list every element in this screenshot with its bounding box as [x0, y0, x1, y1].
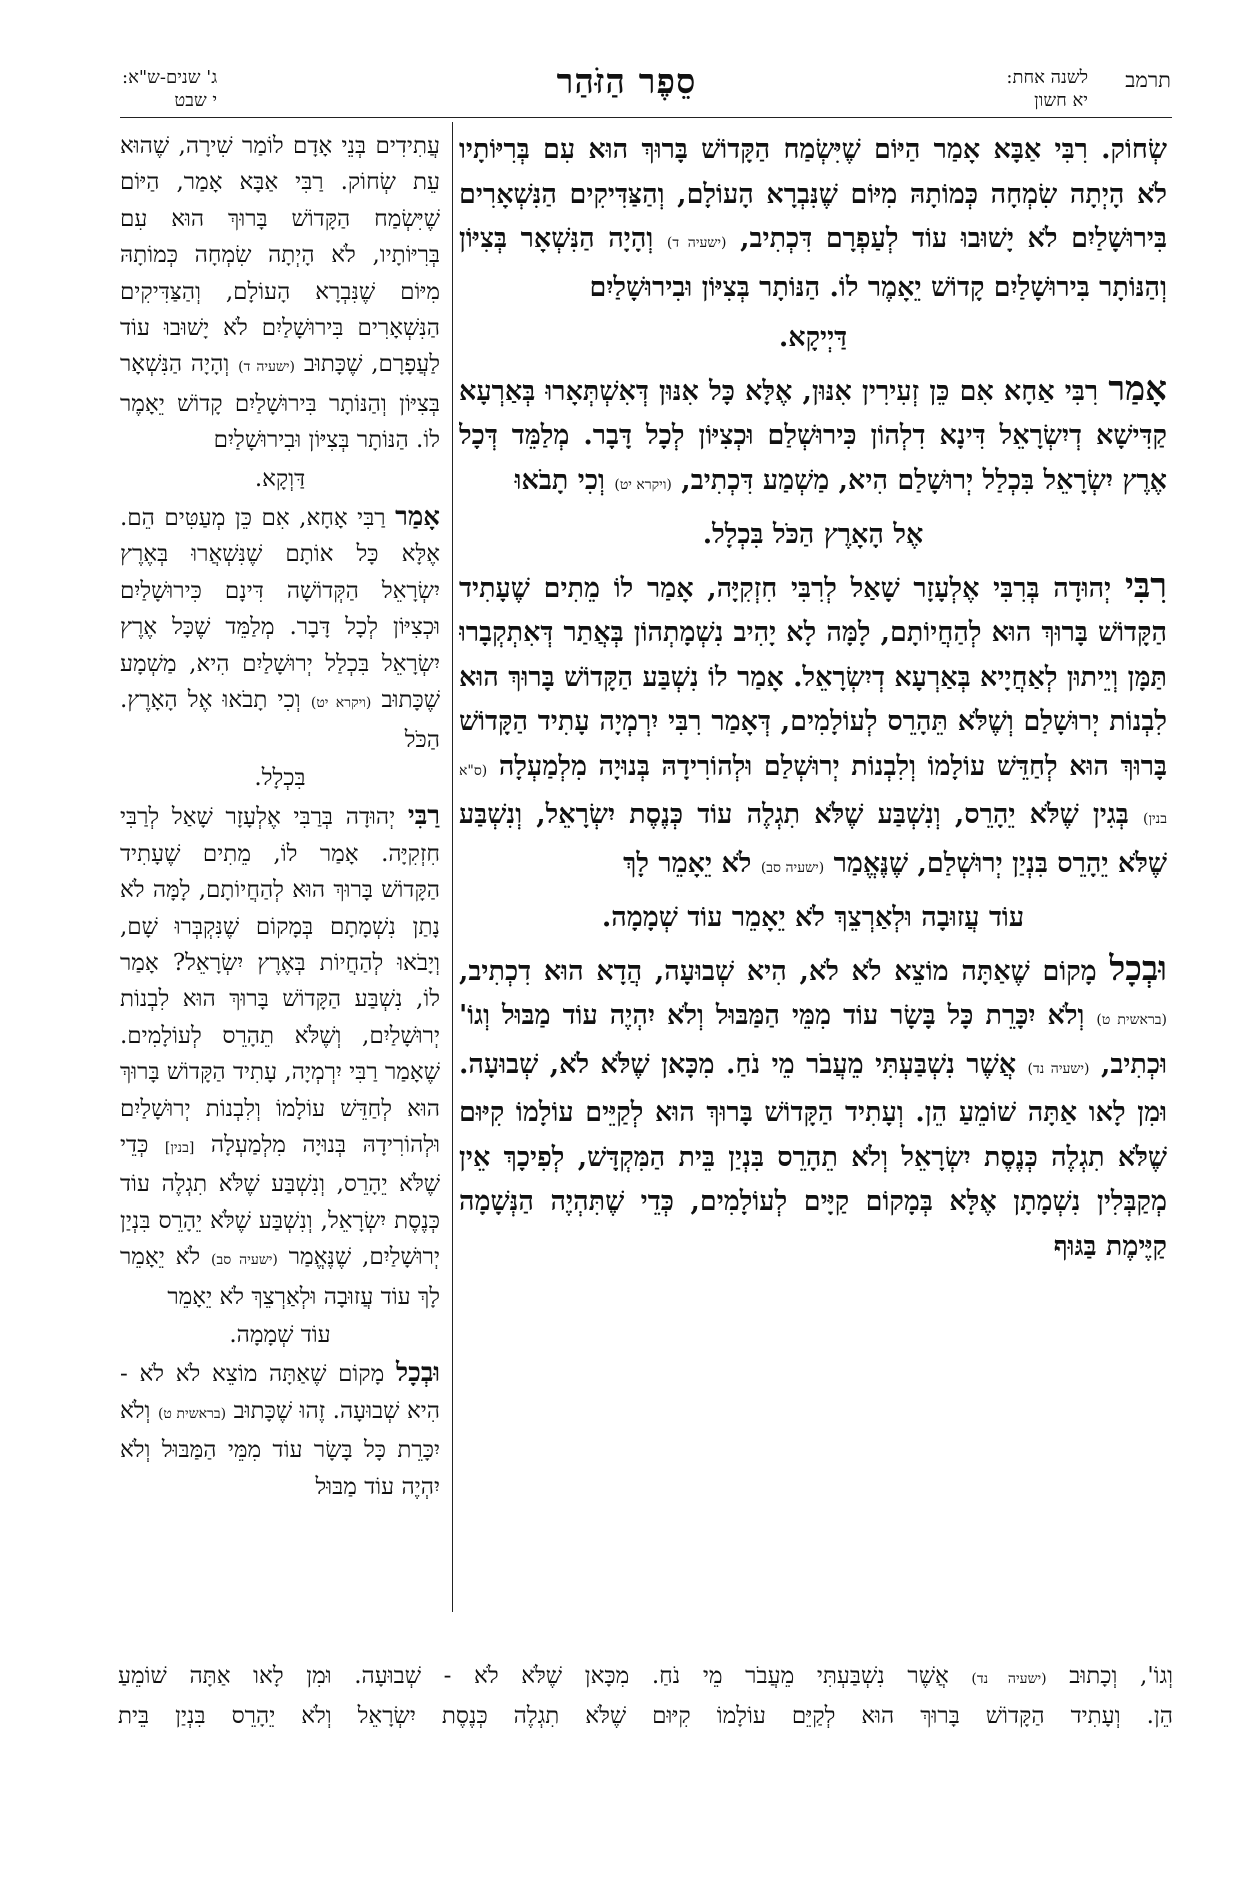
- verse-reference: [בנין]: [164, 1139, 195, 1156]
- verse-reference: (ישעיה ד): [238, 359, 296, 376]
- verse-reference: (ישעיה נד): [971, 1671, 1047, 1687]
- side-paragraph-3: רַבִּי יְהוּדָה בְּרַבִּי אֶלְעָזָר שָׁאַל לְרַבִּי חִזְקִיָּה. אָמַר לוֹ, מֵתִים שֶׁעָתִיד הַקָּדוֹשׁ בָּרוּךְ הוּא לְהַחֲיוֹתָם, לָמָּה לֹא נָתַן נִשְׁמָתָם בְּמָקוֹם שֶׁנִּקְבְּרוּ שָׁם, וְיָבֹאוּ לְהַחֲיוֹת בְּאֶרֶץ יִשְׂרָאֵל? אָמַר לוֹ, נִשְׁבַּע הַקָּדוֹשׁ בָּרוּךְ הוּא לִבְנוֹת יְרוּשָׁלַיִם, וְשֶׁלֹּא תֵהָרֵס לְעוֹלָמִים. שֶׁאָמַר רַבִּי יִרְמְיָה, עָתִיד הַקָּדוֹשׁ בָּרוּךְ הוּא לְחַדֵּשׁ עוֹלָמוֹ וְלִבְנוֹת יְרוּשָׁלַיִם וּלְהוֹרִידָהּ בְּנוּיָה מִלְמַעְלָה [בנין] כְּדֵי שֶׁלֹּא יֵהָרֵס, וְנִשְׁבַּע שֶׁלֹּא תִגְלֶה עוֹד כְּנֶסֶת יִשְׂרָאֵל, וְנִשְׁבַּע שֶׁלֹּא יֵהָרֵס בִּנְיַן יְרוּשָׁלַיִם, שֶׁנֶּאֱמַר (ישעיה סב) לֹא יֵאָמֵר לָךְ עוֹד עֲזוּבָה וּלְאַרְצֵךְ לֹא יֵאָמֵר: [120, 801, 440, 1310]
- main-paragraph-4: וּבְכָל מָקוֹם שֶׁאַתָּה מוֹצֵא לֹא לֹא, הִיא שְׁבוּעָה, הֲדָא הוּא דִכְתִיב, (בראשית ט) וְלֹא יִכָּרֵת כָּל בָּשָׂר עוֹד מִמֵּי הַמַּבּוּל וְלֹא יִהְיֶה עוֹד מַבּוּל וְגוֹ' וּכְתִיב, (ישעיה נד) אֲשֶׁר נִשְׁבַּעְתִּי מֵעֲבֹר מֵי נֹחַ. מִכָּאן שֶׁלֹּא לֹא, שְׁבוּעָה. וּמִן לָאו אַתָּה שׁוֹמֵעַ הֵן. וְעָתִיד הַקָּדוֹשׁ בָּרוּךְ הוּא לְקַיֵּים עוֹלָמוֹ קִיּוּם שֶׁלֹּא תִגְלֶה כְּנֶסֶת יִשְׂרָאֵל וְלֹא תֵהָרֵס בִּנְיַן בֵּית הַמִּקְדָּשׁ, לְפִיכָךְ אֵין מְקַבְּלִין נִשְׁמָתָן אֶלָּא בְּמָקוֹם קַיָּים לְעוֹלָמִים, כְּדֵי שֶׁתִּהְיֶה הַנְּשָׁמָה קַיֶּימֶת בַּגּוּף: [459, 948, 1167, 1262]
- page-title: סֵפֶר הַזֹּהַר: [556, 62, 697, 102]
- verse-reference: (בראשית ט): [1096, 1012, 1167, 1028]
- opening-word: אָמַר: [395, 502, 440, 533]
- main-paragraph-3: רִבִּי יְהוּדָה בְּרִבִּי אֶלְעָזָר שָׁאַל לְרִבִּי חִזְקִיָּה, אָמַר לוֹ מֵתִים שֶׁעָתִיד הַקָּדוֹשׁ בָּרוּךְ הוּא לְהַחֲיוֹתָם, לָמָּה לָא יָהִיב נִשְׁמָתְהוֹן בְּאֲתַר דְּאִתְקְבָרוּ תַּמָּן וְיֵיתוּן לְאַחֲיָיא בְּאַרְעָא דְיִשְׂרָאֵל. אָמַר לוֹ נִשְׁבַּע הַקָּדוֹשׁ בָּרוּךְ הוּא לִבְנוֹת יְרוּשָׁלַם וְשֶׁלֹּא תֵּהָרֵס לְעוֹלָמִים, דְּאָמַר רִבִּי יִרְמְיָה עָתִיד הַקָּדוֹשׁ בָּרוּךְ הוּא לְחַדֵּשׁ עוֹלָמוֹ וְלִבְנוֹת יְרוּשְׁלַם וּלְהוֹרִידָהּ בְּנוּיָה מִלְמַעְלָה (ס"א בנין) בְּגִין שֶׁלֹּא יֵהָרֵס, וְנִשְׁבַּע שֶׁלֹּא תִגְלֶה עוֹד כְּנֶסֶת יִשְׂרָאֵל, וְנִשְׁבַּע שֶׁלֹּא יֵהָרֵס בִּנְיַן יְרוּשְׁלַם, שֶׁנֶּאֱמַר (ישעיה סב) לֹא יֵאָמֵר לָךְ: [459, 565, 1167, 879]
- main-paragraph-1-end: דַּיְיקָא.: [778, 322, 848, 353]
- column-divider: [452, 122, 453, 1612]
- schedule-three-years-date: י שבט: [174, 90, 218, 111]
- main-text-column: [459, 128, 1167, 1608]
- main-paragraph-3-end: עוֹד עֲזוּבָה וּלְאַרְצֵךְ לֹא יֵאָמֵר עוֹד שְׁמָמָה.: [601, 902, 1025, 933]
- verse-reference: (ויקרא יט): [614, 476, 672, 493]
- verse-reference: (ויקרא יט): [310, 695, 372, 712]
- schedule-one-year-date: יא חשון: [1034, 90, 1088, 111]
- page-number: תרמב: [1125, 68, 1171, 92]
- opening-word: רִבִּי: [1124, 565, 1167, 606]
- schedule-three-years: [122, 66, 217, 112]
- page-header: [0, 62, 1253, 122]
- header-rule: [120, 117, 1172, 118]
- opening-word: וּבְכָל: [1109, 948, 1167, 989]
- verse-reference: (ישעיה ד): [666, 235, 727, 251]
- translation-column: [120, 128, 440, 1618]
- side-paragraph-2: אָמַר רַבִּי אָחָא, אִם כֵּן מְעַטִּים הֵם. אֶלָּא כָּל אוֹתָם שֶׁנִּשְׁאֲרוּ בְּאֶרֶץ יִשְׂרָאֵל הַקְּדוֹשָׁה דִּינָם כִּירוּשָׁלַיִם וּכְצִיּוֹן לְכָל דָּבָר. מְלַמֵּד שֶׁכָּל אֶרֶץ יִשְׂרָאֵל בִּכְלַל יְרוּשָׁלַיִם הִיא, מַשְׁמָע שֶׁכָּתוּב (ויקרא יט) וְכִי תָבֹאוּ אֶל הָאָרֶץ. הַכֹּל: [120, 502, 440, 753]
- main-paragraph-1: שְׂחוֹק. רִבִּי אַבָּא אָמַר הַיּוֹם שֶׁיִּשְׂמַח הַקָּדוֹשׁ בָּרוּךְ הוּא עִם בְּרִיּוֹתָיו לֹא הָיְתָה שִׂמְחָה כְּמוֹתָהּ מִיּוֹם שֶׁנִּבְרָא הָעוֹלָם, וְהַצַּדִּיקִים הַנִּשְׁאָרִים בִּירוּשָׁלַיִם לֹא יָשׁוּבוּ עוֹד לְעַפְרָם דִּכְתִיב, (ישעיה ד) וְהָיָה הַנִּשְׁאָר בְּצִיּוֹן וְהַנּוֹתָר בִּירוּשָׁלַיִם קָדוֹשׁ יֵאָמֶר לוֹ. הַנּוֹתָר בְּצִיּוֹן וּבִירוּשָׁלַיִם: [459, 134, 1167, 303]
- verse-reference: (בראשית ט): [157, 1405, 227, 1422]
- side-paragraph-4: וּבְכָל מָקוֹם שֶׁאַתָּה מוֹצֵא לֹא לֹא - הִיא שְׁבוּעָה. זֶהוּ שֶׁכָּתוּב (בראשית ט) וְלֹא יִכָּרֵת כָּל בָּשָׂר עוֹד מִמֵּי הַמַּבּוּל וְלֹא יִהְיֶה עוֹד מַבּוּל: [120, 1358, 440, 1500]
- verse-reference: (ס"א בנין): [459, 762, 1167, 827]
- side-paragraph-2-end: בִּכְלָל.: [254, 764, 306, 791]
- opening-word: רַבִּי: [407, 801, 440, 832]
- opening-word: אָמַר: [1108, 368, 1167, 409]
- schedule-one-year-label: לשנה אחת:: [1006, 67, 1088, 88]
- continuation-line-2: הֵן. וְעָתִיד הַקָּדוֹשׁ בָּרוּךְ הוּא לְקַיֵּם עוֹלָמוֹ קִיּוּם שֶׁלֹּא תִגְלֶה כְּנֶסֶת יִשְׂרָאֵל וְלֹא יֵהָרֵס בִּנְיַן בֵּית: [118, 1702, 1173, 1729]
- schedule-three-years-label: ג' שנים-ש"א:: [122, 67, 218, 88]
- verse-reference: (ישעיה נד): [1027, 1060, 1090, 1077]
- translation-continuation: [118, 1658, 1173, 1734]
- side-paragraph-1: עֲתִידִים בְּנֵי אָדָם לוֹמַר שִׁירָה, שֶׁהוּא עֵת שְׂחוֹק. רַבִּי אַבָּא אָמַר, הַיּוֹם שֶׁיִּשְׂמַח הַקָּדוֹשׁ בָּרוּךְ הוּא עִם בְּרִיּוֹתָיו, לֹא הָיְתָה שִׂמְחָה כְּמוֹתָהּ מִיּוֹם שֶׁנִּבְרָא הָעוֹלָם, וְהַצַּדִּיקִים הַנִּשְׁאָרִים בִּירוּשָׁלַיִם לֹא יָשׁוּבוּ עוֹד לַעֲפָרָם, שֶׁכָּתוּב (ישעיה ד) וְהָיָה הַנִּשְׁאָר בְּצִיּוֹן וְהַנּוֹתָר בִּירוּשָׁלַיִם קָדוֹשׁ יֵאָמֶר לוֹ. הַנּוֹתָר בְּצִיּוֹן וּבִירוּשָׁלַיִם: [120, 133, 440, 454]
- side-paragraph-3-end: עוֹד שְׁמָמָה.: [229, 1322, 331, 1348]
- side-paragraph-1-end: דַּוְקָא.: [254, 465, 306, 492]
- verse-reference: (ישעיה סב): [760, 859, 825, 876]
- opening-word: וּבְכָל: [395, 1358, 440, 1389]
- main-paragraph-2: אָמַר רִבִּי אַחָא אִם כֵּן זְעִירִין אִנּוּן, אֶלָּא כָּל אִנּוּן דְּאִשְׁתְּאָרוּ בְּאַרְעָא קַדִּישָׁא דְיִשְׂרָאֵל דִּינָא דִלְהוֹן כִּירוּשְׁלַם וּכְצִיּוֹן לְכָל דָּבָר. מְלַמֵּד דְּכָל אֶרֶץ יִשְׂרָאֵל בִּכְלַל יְרוּשָׁלַם הִיא, מַשְׁמַע דִּכְתִיב, (ויקרא יט) וְכִי תָבֹאוּ: [459, 368, 1167, 496]
- main-paragraph-2-end: אֶל הָאָרֶץ הַכֹּל בִּכְלָל.: [702, 519, 924, 550]
- verse-reference: (ישעיה סב): [211, 1252, 278, 1269]
- continuation-line-1: וְגוֹ', וְכָתוּב (ישעיה נד) אֲשֶׁר נִשְׁבַּעְתִּי מֵעֲבֹר מֵי נֹחַ. מִכָּאן שֶׁלֹּא לֹא - שְׁבוּעָה. וּמִן לָאו אַתָּה שׁוֹמֵעַ: [118, 1663, 1174, 1689]
